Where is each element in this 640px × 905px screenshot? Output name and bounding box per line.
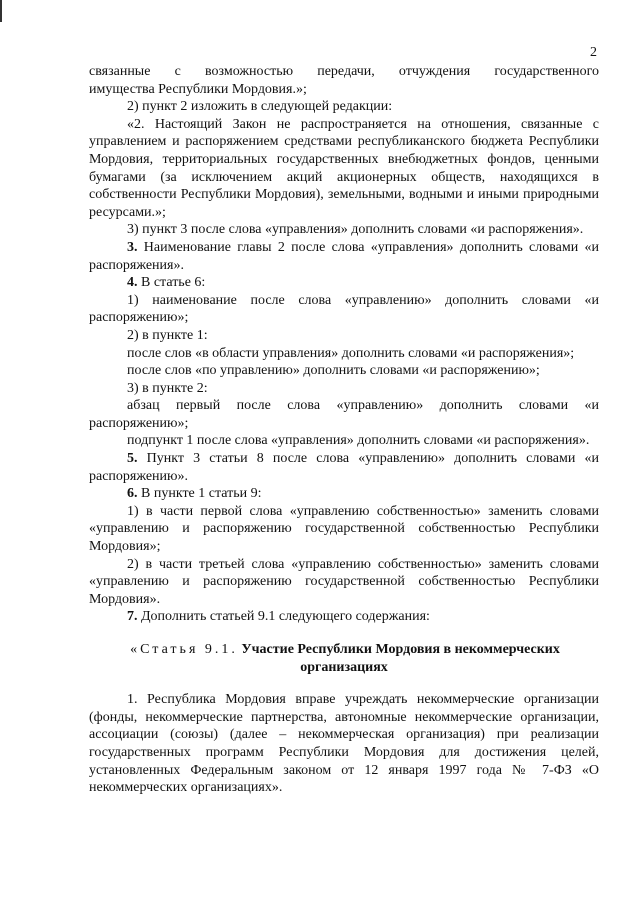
item-number: 3. <box>127 239 138 255</box>
article-heading <box>89 641 599 676</box>
paragraph <box>89 239 599 274</box>
item-text: В пункте 1 статьи 9: <box>137 486 262 502</box>
paragraph <box>89 274 599 292</box>
page-number: 2 <box>590 45 597 60</box>
paragraph: 3) пункт 3 после слова «управления» дополнить словами «и распоряжения». <box>127 222 584 238</box>
article-title: Участие Республики Мордовия в некоммерческих <box>241 642 560 657</box>
paragraph: «2. Настоящий Закон не распространяется на отношения, связанные с управлением и распоряжением средствами республиканского бюджета Республики Мордовия, территориальных государственных внебюджетных фондов, ценными бумагами (за исключением акций акционерных обществ, находящихся в собственности Республики Мордовия), земельными, водными и иными природными ресурсами.»; <box>89 116 599 220</box>
paragraph: 1) наименование после слова «управлению» дополнить словами «и распоряжению»; <box>89 292 599 326</box>
article-title-continued: организациях <box>300 659 388 675</box>
paragraph: абзац первый после слова «управлению» дополнить словами «и распоряжению»; <box>89 398 599 431</box>
article-heading-line <box>89 641 599 659</box>
paragraph: 2) в пункте 1: <box>127 327 208 343</box>
spacer <box>89 676 599 691</box>
article-number: «Статья 9.1. <box>130 642 238 657</box>
paragraph: 2) в части третьей слова «управлению собственностью» заменить словами «управлению и распоряжению государственной собственностью Республики Мордовия». <box>89 556 599 607</box>
paragraph: 2) пункт 2 изложить в следующей редакции: <box>127 99 393 115</box>
paragraph: 1) в части первой слова «управлению собственностью» заменить словами «управлению и распоряжению государственной собственностью Республики Мордовия»; <box>89 503 599 555</box>
document-body <box>89 63 599 797</box>
paragraph: 3) в пункте 2: <box>127 380 208 396</box>
paragraph: подпункт 1 после слова «управления» дополнить словами «и распоряжения». <box>127 433 590 449</box>
item-text: Наименование главы 2 после слова «управления» дополнить словами «и распоряжения». <box>89 239 599 273</box>
spacer <box>89 626 599 641</box>
paragraph <box>89 485 599 503</box>
paragraph: после слов «в области управления» дополнить словами «и распоряжения»; <box>127 345 575 361</box>
item-text: В статье 6: <box>137 275 206 291</box>
item-number: 6. <box>127 486 138 502</box>
item-number: 5. <box>127 451 138 467</box>
paragraph: 1. Республика Мордовия вправе учреждать некоммерческие организации (фонды, некоммерческие партнерства, автономные некоммерческие организации, ассоциации (союзы) (далее – некоммерческая организация) при реализации государственных программ Республики Мордовия для достижения целей, установленных Федеральным законом от 12 января 1997 года № 7-ФЗ «О некоммерческих организациях». <box>89 692 599 796</box>
paragraph <box>89 450 599 485</box>
item-text: Пункт 3 статьи 8 после слова «управлению» дополнить словами «и распоряжению». <box>89 451 599 484</box>
scan-edge-mark <box>0 0 2 22</box>
item-text: Дополнить статьей 9.1 следующего содержания: <box>137 609 430 625</box>
item-number: 7. <box>127 609 138 625</box>
paragraph <box>89 608 599 626</box>
paragraph: после слов «по управлению» дополнить словами «и распоряжению»; <box>127 363 540 379</box>
item-number: 4. <box>127 275 138 291</box>
paragraph: имущества Республики Мордовия.»; <box>89 81 307 97</box>
paragraph: связанные с возможностью передачи, отчуждения государственного <box>89 64 599 79</box>
